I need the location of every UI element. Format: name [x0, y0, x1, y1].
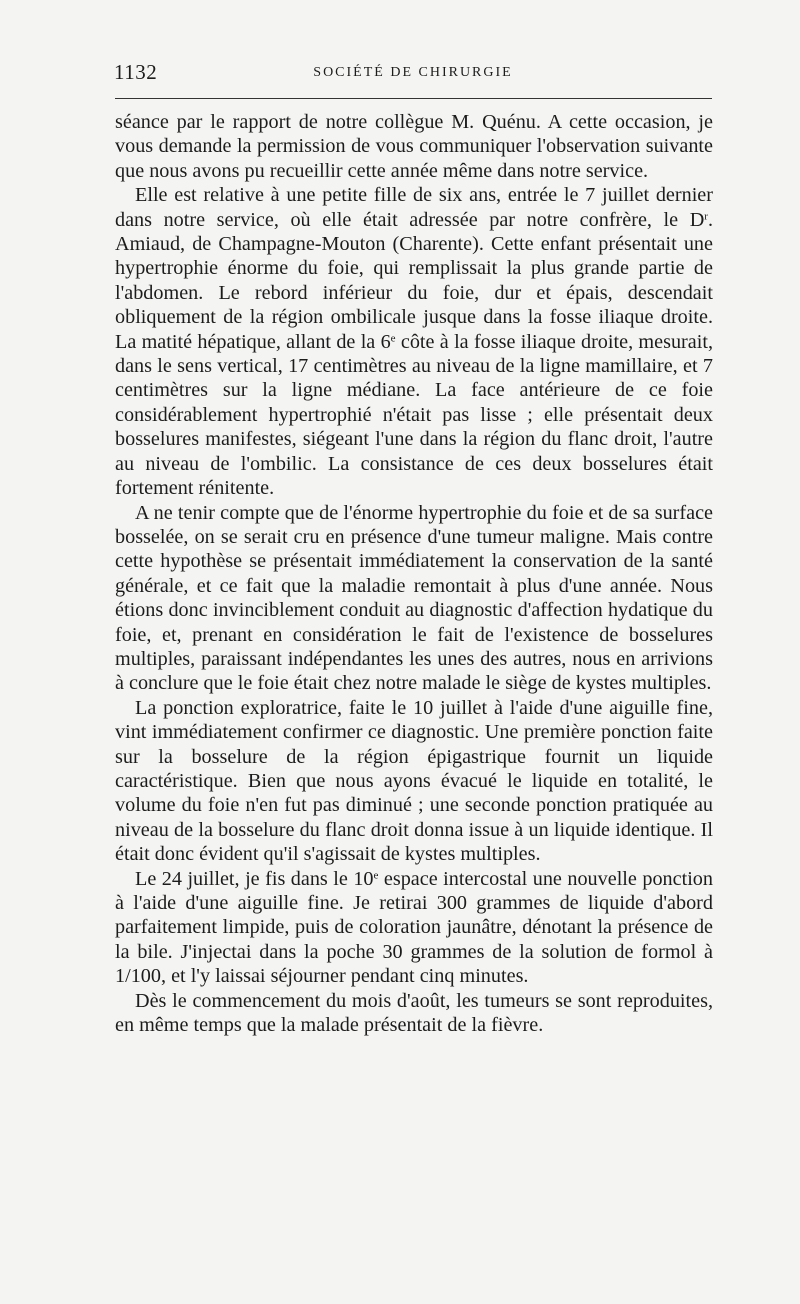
- superscript: r: [704, 210, 708, 223]
- paragraph-case-description: Elle est relative à une petite fille de six ans, entrée le 7 juillet dernier dans notre service, où elle était adressée par notre confrère, le $D^r$. Amiaud, de Champagne-Mouton (Charente). Cette enfant présentait une hypertrophie énorme du foie, qui remplissait la plus grande partie de l'abdomen. Le rebord inférieur du foie, dur et épais, descendait obliquement de la région ombilicale jusque dans la fosse iliaque droite. La matité hépatique, allant de la 6e côte à la fosse iliaque droite, mesurait, dans le sens vertical, 17 centimètres au niveau de la ligne mamillaire, et 7 centimètres sur la ligne médiane. La face antérieure de ce foie considérablement hypertrophié n'était pas lisse ; elle présentait deux bosselures manifestes, siégeant l'une dans la région du flanc droit, l'autre au niveau de l'ombilic. La consistance de ces deux bosselures était fortement rénitente.: [115, 184, 713, 500]
- body-text: [115, 110, 713, 1037]
- header-rule: [115, 98, 712, 99]
- page-number: 1132: [114, 60, 158, 84]
- paragraph-second-puncture: Le 24 juillet, je fis dans le 10e espace intercostal une nouvelle ponction à l'aide d'une aiguille fine. Je retirai 300 grammes de liquide d'abord parfaitement limpide, puis de coloration jaunâtre, dénotant la présence de la bile. J'injectai dans la poche 30 grammes de la solution de formol à 1/100, et l'y laissai séjourner pendant cinq minutes.: [115, 867, 713, 988]
- superscript: e: [390, 332, 396, 345]
- paragraph-puncture: La ponction exploratrice, faite le 10 juillet à l'aide d'une aiguille fine, vint immédiatement confirmer ce diagnostic. Une première ponction faite sur la bosselure de la région épigastrique fournit un liquide caractéristique. Bien que nous ayons évacué le liquide en totalité, le volume du foie n'en fut pas diminué ; une seconde ponction pratiquée au niveau de la bosselure du flanc droit donna issue à un liquide identique. Il était donc évident qu'il s'agissait de kystes multiples.: [115, 696, 713, 866]
- running-title: SOCIÉTÉ DE CHIRURGIE: [313, 65, 513, 80]
- paragraph-recurrence: Dès le commencement du mois d'août, les tumeurs se sont reproduites, en même temps que la malade présentait de la fièvre.: [115, 989, 713, 1037]
- page-header: [114, 60, 712, 86]
- paragraph-continuation: séance par le rapport de notre collègue M. Quénu. A cette occasion, je vous demande la permission de vous communiquer l'observation suivante que nous avons pu recueillir cette année même dans notre service.: [115, 111, 713, 182]
- paragraph-diagnosis: A ne tenir compte que de l'énorme hypertrophie du foie et de sa surface bosselée, on se serait cru en présence d'une tumeur maligne. Mais contre cette hypothèse se présentait immédiatement la conservation de la santé générale, et ce fait que la maladie remontait à plus d'une année. Nous étions donc invinciblement conduit au diagnostic d'affection hydatique du foie, et, prenant en considération le fait de l'existence de bosselures multiples, paraissant indépendantes les unes des autres, nous en arrivions à conclure que le foie était chez notre malade le siège de kystes multiples.: [115, 501, 713, 695]
- superscript: e: [373, 869, 379, 881]
